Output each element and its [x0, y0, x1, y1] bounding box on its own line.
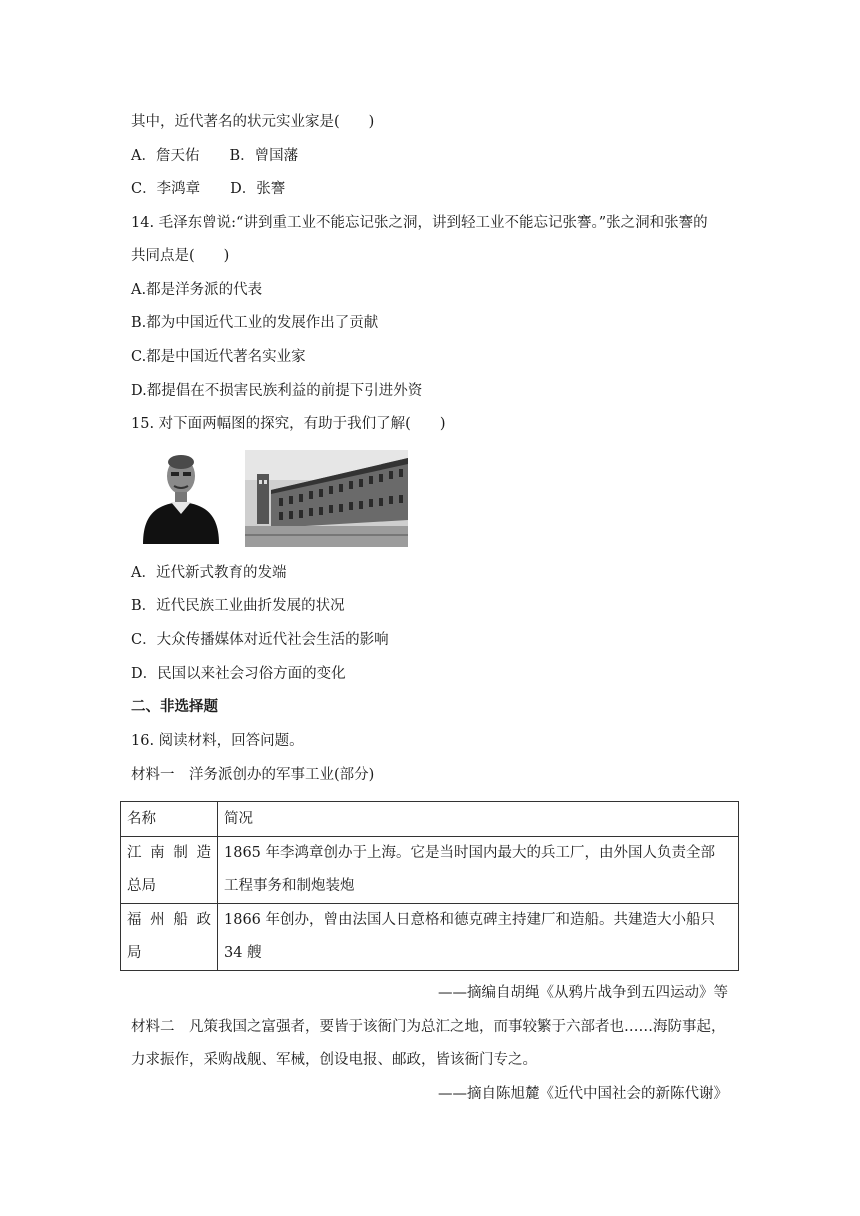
table-cell-name	[121, 837, 218, 904]
q13-options-ab	[131, 146, 298, 166]
portrait-image	[141, 446, 221, 546]
table-row	[121, 837, 739, 904]
material1-source: ——摘编自胡绳《从鸦片战争到五四运动》等	[438, 985, 728, 1001]
summary-line2: 34 艘	[224, 945, 262, 961]
factory-building-image	[245, 450, 408, 547]
material2-line1: 材料二 凡策我国之富强者，要皆于该衙门为总汇之地，而事较繁于六部者也……海防事起，	[131, 1019, 726, 1035]
name-line1: 江南制造	[127, 845, 211, 861]
q14-option-d: D.都提倡在不损害民族利益的前提下引进外资	[131, 383, 423, 399]
q15-option-d: D．民国以来社会习俗方面的变化	[131, 666, 346, 682]
q15-stem: 15. 对下面两幅图的探究，有助于我们了解( )	[131, 416, 446, 432]
q13-option-c: C．李鸿章	[131, 181, 201, 197]
name-line2: 局	[127, 945, 142, 961]
table-cell-summary	[218, 904, 739, 971]
material2-source: ——摘自陈旭麓《近代中国社会的新陈代谢》	[438, 1086, 728, 1102]
q15-option-b: B．近代民族工业曲折发展的状况	[131, 598, 345, 614]
q13-options-cd	[131, 179, 285, 199]
q14-stem-line2: 共同点是( )	[131, 248, 230, 264]
summary-line1: 1866 年创办，曾由法国人日意格和德克碑主持建厂和造船。共建造大小船只	[224, 912, 716, 928]
name-line2: 总局	[127, 878, 156, 894]
table-header-row	[121, 802, 739, 837]
q13-option-b: B．曾国藩	[229, 148, 299, 164]
material1-title: 材料一 洋务派创办的军事工业(部分)	[131, 767, 375, 783]
q13-option-d: D．张謇	[230, 181, 286, 197]
q13-stem: 其中，近代著名的状元实业家是( )	[131, 114, 375, 130]
table-row	[121, 904, 739, 971]
q13-option-a: A．詹天佑	[131, 148, 200, 164]
q14-option-a: A.都是洋务派的代表	[131, 282, 263, 298]
q14-stem-line1: 14. 毛泽东曾说:“讲到重工业不能忘记张之洞，讲到轻工业不能忘记张謇。”张之洞和张謇的	[131, 215, 708, 231]
summary-line2: 工程事务和制炮装炮	[224, 878, 355, 894]
table-header-summary: 简况	[218, 802, 739, 837]
table-cell-name	[121, 904, 218, 971]
material2-line2: 力求振作，采购战舰、军械，创设电报、邮政，皆该衙门专之。	[131, 1052, 537, 1068]
section-heading: 二、非选择题	[131, 698, 218, 715]
name-line1: 福州船政	[127, 912, 211, 928]
q14-option-c: C.都是中国近代著名实业家	[131, 349, 306, 365]
table-header-name: 名称	[121, 802, 218, 837]
summary-line1: 1865 年李鸿章创办于上海。它是当时国内最大的兵工厂，由外国人负责全部	[224, 845, 716, 861]
q16-stem: 16. 阅读材料，回答问题。	[131, 733, 304, 749]
table-cell-summary	[218, 837, 739, 904]
military-industry-table	[120, 801, 739, 971]
q15-option-c: C．大众传播媒体对近代社会生活的影响	[131, 632, 389, 648]
q14-option-b: B.都为中国近代工业的发展作出了贡献	[131, 315, 379, 331]
q15-option-a: A．近代新式教育的发端	[131, 565, 287, 581]
